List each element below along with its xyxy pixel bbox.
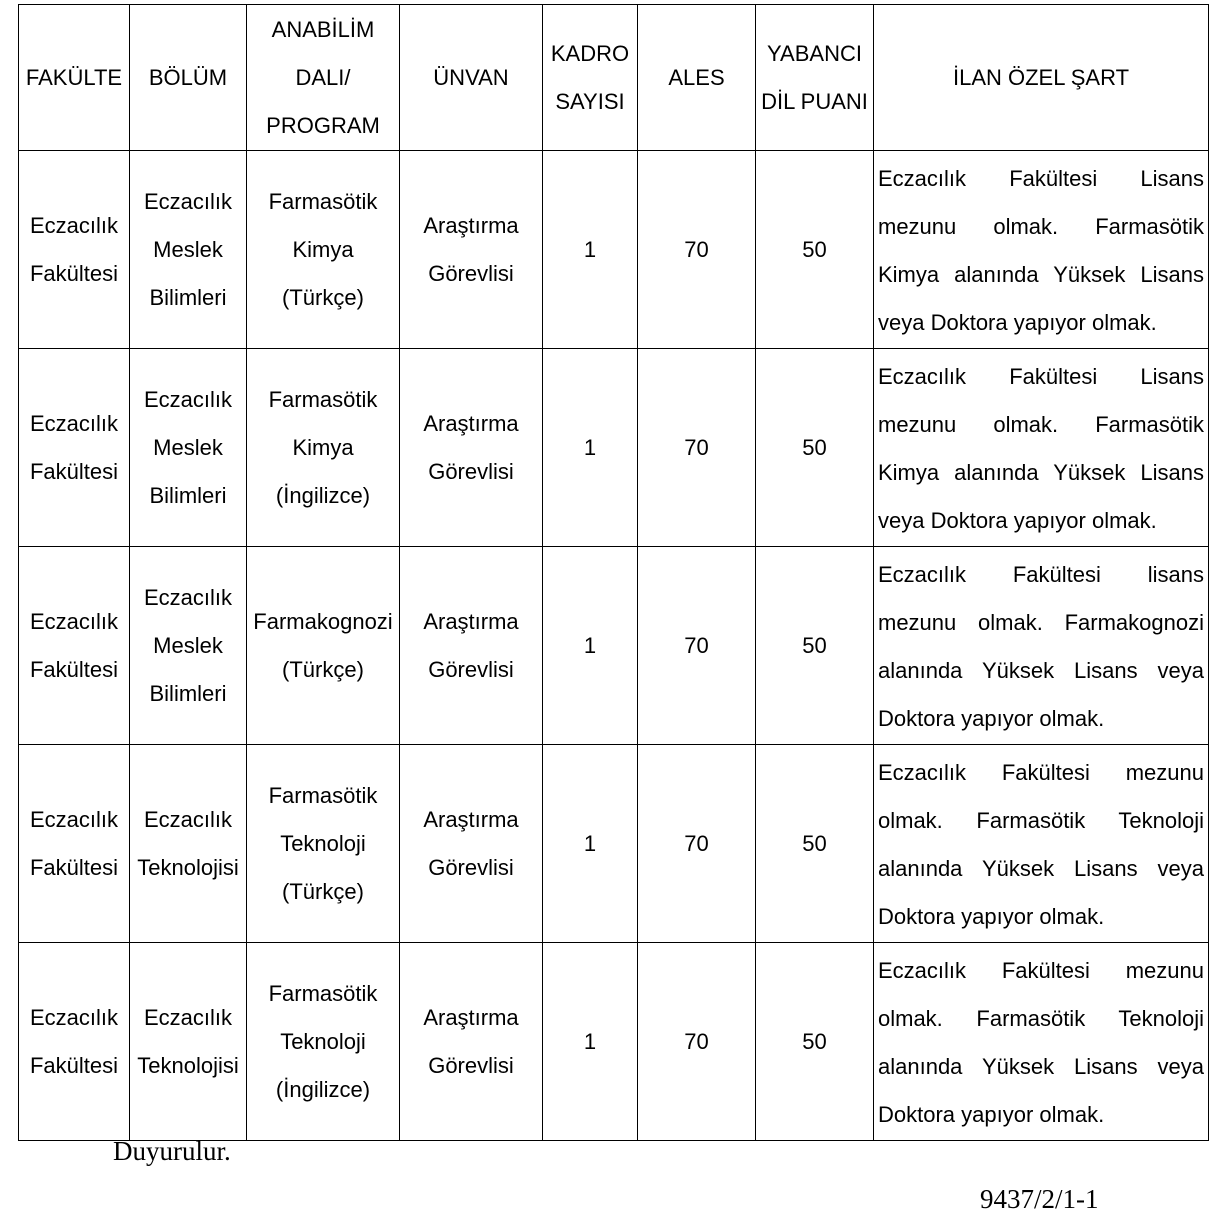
cell-line: Teknoloji — [280, 830, 366, 856]
cell-kadro: 1 — [543, 151, 638, 349]
cell-fakulte — [19, 547, 130, 745]
cell-line: Eczacılık — [143, 584, 233, 610]
cell-line: Araştırma — [423, 1004, 519, 1030]
cell-sart: Eczacılık Fakültesi Lisans mezunu olmak. Farmasötik Kimya alanında Yüksek Lisans veya Doktora yapıyor olmak. — [874, 349, 1209, 547]
cell-anabilim — [247, 349, 400, 547]
cell-line: PROGRAM — [266, 112, 380, 138]
cell-kadro: 1 — [543, 943, 638, 1141]
cell-line: KADRO — [550, 40, 630, 66]
cell-line: Eczacılık — [143, 386, 233, 412]
cell-dil: 50 — [756, 349, 874, 547]
cell-line: Görevlisi — [428, 1052, 514, 1078]
cell-kadro: 1 — [543, 547, 638, 745]
header-anabilim — [247, 5, 400, 151]
cell-fakulte — [19, 943, 130, 1141]
cell-line: Araştırma — [423, 806, 519, 832]
cell-line: Kimya — [292, 236, 354, 262]
cell-line: Fakültesi — [29, 656, 119, 682]
cell-ales: 70 — [638, 745, 756, 943]
cell-line: Meslek — [153, 236, 223, 262]
header-row — [19, 5, 1209, 151]
cell-line: Eczacılık — [29, 1004, 119, 1030]
cell-unvan — [400, 547, 543, 745]
header-sart — [874, 5, 1209, 151]
cell-line: Eczacılık — [29, 608, 119, 634]
cell-anabilim — [247, 745, 400, 943]
cell-line: Farmasötik — [268, 782, 378, 808]
cell-line: Teknolojisi — [137, 1052, 239, 1078]
cell-line: Fakültesi — [29, 854, 119, 880]
cell-line: Araştırma — [423, 212, 519, 238]
cell-line: Fakültesi — [29, 458, 119, 484]
cell-line: Meslek — [153, 434, 223, 460]
cell-kadro: 1 — [543, 349, 638, 547]
cell-line: Eczacılık — [143, 188, 233, 214]
cell-bolum — [130, 151, 247, 349]
cell-line: Farmasötik — [268, 980, 378, 1006]
cell-line: Görevlisi — [428, 458, 514, 484]
cell-dil: 50 — [756, 547, 874, 745]
cell-line: Görevlisi — [428, 854, 514, 880]
cell-line: DALI/ — [295, 64, 351, 90]
cell-line: Görevlisi — [428, 656, 514, 682]
cell-bolum — [130, 547, 247, 745]
cell-unvan — [400, 745, 543, 943]
document-number: 9437/2/1-1 — [980, 1184, 1099, 1214]
cell-line: Fakültesi — [29, 1052, 119, 1078]
cell-line: BÖLÜM — [148, 64, 228, 90]
cell-kadro: 1 — [543, 745, 638, 943]
cell-line: Kimya — [292, 434, 354, 460]
cell-anabilim — [247, 151, 400, 349]
cell-sart: Eczacılık Fakültesi lisans mezunu olmak. Farmakognozi alanında Yüksek Lisans veya Doktora yapıyor olmak. — [874, 547, 1209, 745]
cell-line: Teknoloji — [280, 1028, 366, 1054]
cell-line: Bilimleri — [149, 284, 227, 310]
table-row — [19, 745, 1209, 943]
cell-line: Araştırma — [423, 410, 519, 436]
cell-line: Farmasötik — [268, 188, 378, 214]
cell-line: Eczacılık — [29, 212, 119, 238]
cell-fakulte — [19, 151, 130, 349]
cell-line: FAKÜLTE — [25, 64, 123, 90]
cell-unvan — [400, 349, 543, 547]
table-row — [19, 547, 1209, 745]
cell-unvan — [400, 151, 543, 349]
cell-anabilim — [247, 547, 400, 745]
header-kadro — [543, 5, 638, 151]
header-bolum — [130, 5, 247, 151]
announcement-table — [18, 4, 1209, 1141]
header-dil — [756, 5, 874, 151]
table-row — [19, 349, 1209, 547]
cell-dil: 50 — [756, 151, 874, 349]
cell-line: (Türkçe) — [282, 656, 364, 682]
cell-line: (Türkçe) — [282, 878, 364, 904]
cell-line: YABANCI — [767, 40, 862, 66]
footer-text: Duyurulur. — [113, 1136, 231, 1166]
cell-line: (İngilizce) — [275, 1076, 371, 1102]
cell-line: Eczacılık — [29, 410, 119, 436]
cell-line: Eczacılık — [143, 1004, 233, 1030]
cell-dil: 50 — [756, 943, 874, 1141]
cell-line: Araştırma — [423, 608, 519, 634]
cell-line: Görevlisi — [428, 260, 514, 286]
cell-line: ÜNVAN — [433, 64, 509, 90]
cell-bolum — [130, 745, 247, 943]
table-row — [19, 943, 1209, 1141]
cell-line: SAYISI — [555, 88, 625, 114]
cell-line: Bilimleri — [149, 482, 227, 508]
table-row — [19, 151, 1209, 349]
cell-ales: 70 — [638, 547, 756, 745]
cell-line: Meslek — [153, 632, 223, 658]
cell-sart: Eczacılık Fakültesi mezunu olmak. Farmasötik Teknoloji alanında Yüksek Lisans veya Doktora yapıyor olmak. — [874, 943, 1209, 1141]
cell-line: Teknolojisi — [137, 854, 239, 880]
cell-ales: 70 — [638, 943, 756, 1141]
cell-line: Bilimleri — [149, 680, 227, 706]
cell-line: (İngilizce) — [275, 482, 371, 508]
cell-line: İLAN ÖZEL ŞART — [952, 64, 1130, 90]
cell-bolum — [130, 943, 247, 1141]
cell-fakulte — [19, 745, 130, 943]
header-fakulte — [19, 5, 130, 151]
cell-dil: 50 — [756, 745, 874, 943]
header-unvan — [400, 5, 543, 151]
cell-line: Farmakognozi — [253, 608, 393, 634]
cell-sart: Eczacılık Fakültesi mezunu olmak. Farmasötik Teknoloji alanında Yüksek Lisans veya Doktora yapıyor olmak. — [874, 745, 1209, 943]
cell-fakulte — [19, 349, 130, 547]
cell-ales: 70 — [638, 349, 756, 547]
cell-bolum — [130, 349, 247, 547]
cell-line: Eczacılık — [29, 806, 119, 832]
cell-line: Eczacılık — [143, 806, 233, 832]
cell-line: Farmasötik — [268, 386, 378, 412]
cell-line: ANABİLİM — [271, 16, 375, 42]
cell-sart: Eczacılık Fakültesi Lisans mezunu olmak. Farmasötik Kimya alanında Yüksek Lisans veya Doktora yapıyor olmak. — [874, 151, 1209, 349]
cell-line: (Türkçe) — [282, 284, 364, 310]
cell-line: ALES — [668, 64, 725, 90]
header-ales — [638, 5, 756, 151]
cell-line: DİL PUANI — [761, 88, 868, 114]
cell-anabilim — [247, 943, 400, 1141]
cell-line: Fakültesi — [29, 260, 119, 286]
cell-ales: 70 — [638, 151, 756, 349]
cell-unvan — [400, 943, 543, 1141]
